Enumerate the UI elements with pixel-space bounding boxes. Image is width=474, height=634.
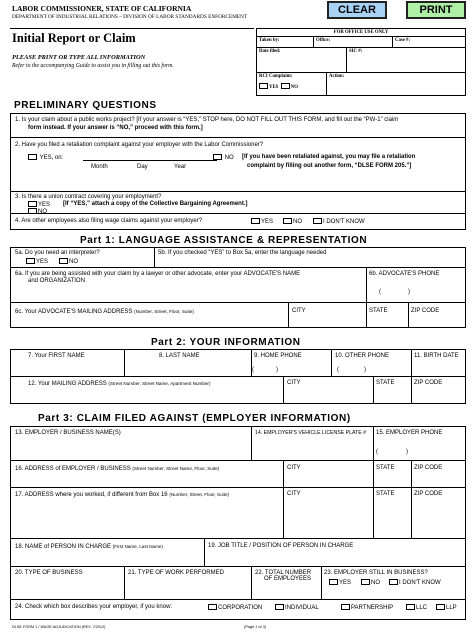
interpreter-no-checkbox[interactable] xyxy=(59,258,68,264)
agency-name: LABOR COMMISSIONER, STATE OF CALIFORNIA xyxy=(12,4,192,13)
your-zip-label: ZIP CODE xyxy=(414,380,443,386)
q2-row xyxy=(11,138,465,192)
q3-no-label: NO xyxy=(38,209,47,215)
worksite-city-label: CITY xyxy=(287,491,301,497)
q4-dont-know-checkbox[interactable] xyxy=(313,218,322,224)
field-6c-label xyxy=(15,308,194,316)
q4-yes-checkbox[interactable] xyxy=(251,218,260,224)
in-business-dont-know-checkbox[interactable] xyxy=(389,579,398,585)
rci-no-label: NO xyxy=(290,85,298,90)
field-6a-label-a: 6a. If you are being assisted with your claim by a lawyer or other advocate, enter your ADVOCATE'S NAME xyxy=(15,271,301,277)
form-subtitle: PLEASE PRINT OR TYPE ALL INFORMATION xyxy=(12,54,146,61)
field-11-label: 11. BIRTH DATE xyxy=(414,353,459,359)
preliminary-heading: PRELIMINARY QUESTIONS xyxy=(14,100,157,111)
clear-button[interactable]: CLEAR xyxy=(327,1,387,19)
rci-label: RCI Complaint: xyxy=(259,74,293,79)
q1-text-a: 1. Is your claim about a public works project? [If your answer is “YES,” STOP here, DO NOT FILL OUT THIS FORM, and fill out the “PW-1” claim xyxy=(15,117,399,123)
in-business-dont-know-label: I DON'T KNOW xyxy=(399,580,441,586)
in-business-yes-option[interactable] xyxy=(329,579,351,587)
divider xyxy=(283,488,284,539)
field-17-hint: (Number, Street, Floor, Suite) xyxy=(169,492,230,497)
part2-heading: Part 2: YOUR INFORMATION xyxy=(151,337,301,348)
field-22-label-a: 22. TOTAL NUMBER xyxy=(255,570,312,576)
entity-llc-option[interactable] xyxy=(406,604,427,612)
entity-individual-option[interactable] xyxy=(275,604,319,612)
q2-date-line[interactable] xyxy=(83,160,217,161)
print-button[interactable]: PRINT xyxy=(406,1,466,19)
q4-no-option[interactable] xyxy=(283,218,302,226)
your-state-label: STATE xyxy=(376,380,395,386)
divider xyxy=(283,377,284,404)
worksite-zip-label: ZIP CODE xyxy=(414,491,443,497)
q4-dont-know-option[interactable] xyxy=(313,218,365,226)
entity-individual-label: INDIVIDUAL xyxy=(285,605,319,611)
divider xyxy=(154,248,155,268)
row-6c xyxy=(11,303,465,328)
department-name: DEPARTMENT OF INDUSTRIAL RELATIONS – DIVISION OF LABOR STANDARDS ENFORCEMENT xyxy=(12,14,248,20)
office-label: Office: xyxy=(316,38,331,43)
taken-by-label: Taken by: xyxy=(259,38,280,43)
interpreter-yes-option[interactable] xyxy=(26,258,48,266)
row-20-23 xyxy=(11,567,465,600)
part1-heading: Part 1: LANGUAGE ASSISTANCE & REPRESENTATION xyxy=(80,235,368,246)
field-9-label: 9. HOME PHONE xyxy=(254,353,302,359)
q1-row xyxy=(11,114,465,138)
entity-partnership-label: PARTNERSHIP xyxy=(351,605,394,611)
field-20-label: 20. TYPE OF BUSINESS xyxy=(15,570,83,576)
divider xyxy=(251,427,252,461)
q2-month-label: Month xyxy=(91,164,108,170)
case-label: Case #: xyxy=(395,38,411,43)
case-field[interactable] xyxy=(393,37,466,48)
field-6c-text: 6c. Your ADVOCATE'S MAILING ADDRESS xyxy=(15,309,133,315)
divider xyxy=(411,488,412,539)
field-15-label: 15. EMPLOYER PHONE xyxy=(376,430,443,436)
part2-section xyxy=(10,349,466,404)
divider xyxy=(373,488,374,539)
q3-yes-checkbox[interactable] xyxy=(28,201,37,207)
date-filed-label: Date filed: xyxy=(259,49,281,54)
q4-no-label: NO xyxy=(293,219,302,225)
field-6a-label-b: and ORGANIZATION xyxy=(28,278,85,284)
row-24 xyxy=(11,600,465,620)
q1-text-b: form instead. If your answer is “NO,” proceed with this form.] xyxy=(28,125,203,131)
row-7-11 xyxy=(11,350,465,377)
field-17-text: 17. ADDRESS where you worked, if different from Box 16 xyxy=(15,492,168,498)
your-city-label: CITY xyxy=(287,380,301,386)
field-10-label: 10. OTHER PHONE xyxy=(335,353,390,359)
divider xyxy=(373,377,374,404)
entity-partnership-option[interactable] xyxy=(341,604,393,612)
entity-individual-checkbox[interactable] xyxy=(275,604,284,610)
divider xyxy=(408,303,409,328)
interpreter-no-option[interactable] xyxy=(59,258,78,266)
field-18-hint: (First Name, Last Name) xyxy=(112,544,163,549)
home-area-close: ) xyxy=(276,367,278,373)
rci-field xyxy=(257,73,327,95)
q2-note-a: [If you have been retaliated against, you may file a retaliation xyxy=(242,154,416,160)
interpreter-no-label: NO xyxy=(69,259,78,265)
entity-llc-label: LLC xyxy=(416,605,428,611)
entity-partnership-checkbox[interactable] xyxy=(341,604,350,610)
in-business-yes-checkbox[interactable] xyxy=(329,579,338,585)
in-business-no-option[interactable] xyxy=(361,579,380,587)
row-6ab xyxy=(11,268,465,303)
guide-note: Refer to the accompanying Guide to assist you in filling out this form. xyxy=(12,63,174,69)
action-field[interactable] xyxy=(327,73,466,95)
divider xyxy=(366,303,367,328)
field-19-label: 19. JOB TITLE / POSITION OF PERSON IN CHARGE xyxy=(208,543,354,549)
field-5a-label: 5a. Do you need an interpreter? xyxy=(15,250,100,256)
sic-label: SIC #: xyxy=(349,49,363,54)
rci-yes-label: YES xyxy=(269,85,279,90)
entity-llp-label: LLP xyxy=(446,605,457,611)
field-12-text: 12. Your MAILING ADDRESS xyxy=(28,381,107,387)
field-16-text: 16. ADDRESS of EMPLOYER / BUSINESS xyxy=(15,466,131,472)
divider xyxy=(411,377,412,404)
field-14-label: 14. EMPLOYER'S VEHICLE LICENSE PLATE # xyxy=(255,430,367,436)
q3-yes-label: YES xyxy=(38,202,51,208)
interpreter-yes-label: YES xyxy=(36,259,49,265)
advocate-zip-label: ZIP CODE xyxy=(411,308,440,314)
page-number: (Page 1 of 3) xyxy=(244,625,266,629)
divider xyxy=(124,567,125,600)
employer-state-label: STATE xyxy=(376,465,395,471)
q4-no-checkbox[interactable] xyxy=(283,218,292,224)
office-use-box xyxy=(256,28,466,96)
field-16-label xyxy=(15,465,219,473)
form-title: Initial Report or Claim xyxy=(12,31,136,45)
field-12-hint: (Street Number, Street Name, Apartment Number) xyxy=(108,381,211,386)
in-business-no-checkbox[interactable] xyxy=(361,579,370,585)
q4-text: 4. Are other employees also filing wage claims against your employer? xyxy=(15,218,203,224)
field-5b-label: 5b. If you checked “YES” to Box 5a, enter the language needed xyxy=(158,250,327,256)
part3-section xyxy=(10,426,466,620)
field-16-hint: (Street Number, Street Name, Floor, Suite) xyxy=(132,466,220,471)
q3-text: 3. Is there a union contract covering your employment? xyxy=(15,194,162,200)
field-23-label: 23. EMPLOYER STILL IN BUSINESS? xyxy=(324,570,428,576)
advocate-city-label: CITY xyxy=(292,308,306,314)
divider xyxy=(283,461,284,488)
q3-yes-note: [If “YES,” attach a copy of the Collective Bargaining Agreement.] xyxy=(63,201,248,207)
action-label: Action: xyxy=(329,74,345,79)
employer-city-label: CITY xyxy=(287,465,301,471)
taken-by-field[interactable] xyxy=(257,37,314,48)
q2-yes-checkbox[interactable] xyxy=(28,154,37,160)
other-area-close: ) xyxy=(364,367,366,373)
preliminary-section xyxy=(10,113,466,230)
area-code-open: ( xyxy=(379,289,381,295)
office-use-caption: FOR OFFICE USE ONLY xyxy=(257,29,465,37)
employer-area-close: ) xyxy=(406,449,408,455)
divider xyxy=(124,350,125,377)
q2-year-label: Year xyxy=(174,164,187,170)
q4-dont-know-label: I DON'T KNOW xyxy=(323,219,365,225)
entity-llp-option[interactable] xyxy=(436,604,457,612)
row-17 xyxy=(11,488,465,539)
field-7-label: 7. Your FIRST NAME xyxy=(28,353,85,359)
field-22-label-b: OF EMPLOYEES xyxy=(264,576,312,582)
home-area-open: ( xyxy=(252,367,254,373)
entity-corporation-checkbox[interactable] xyxy=(208,604,217,610)
form-id: DLSE FORM 1 / WAGE ADJUDICATION (REV. 7/2012) xyxy=(12,625,106,629)
date-filed-field[interactable] xyxy=(257,48,347,73)
row-18-19 xyxy=(11,539,465,567)
field-12-label xyxy=(28,380,211,388)
field-6c-hint: (Number, Street, Floor, Suite) xyxy=(134,309,194,314)
divider xyxy=(204,539,205,567)
row-12 xyxy=(11,377,465,404)
worksite-state-label: STATE xyxy=(376,491,395,497)
q2-text: 2. Have you filed a retaliation complaint against your employer with the Labor Commissioner? xyxy=(15,142,264,148)
field-24-label: 24. Check which box describes your employer, if you know: xyxy=(15,604,173,610)
in-business-dont-know-option[interactable] xyxy=(389,579,441,587)
row-5 xyxy=(11,248,465,268)
in-business-yes-label: YES xyxy=(339,580,352,586)
q2-day-label: Day xyxy=(137,164,148,170)
entity-corporation-option[interactable] xyxy=(208,604,262,612)
area-code-close: ) xyxy=(408,289,410,295)
q2-no-label: NO xyxy=(224,155,234,161)
divider xyxy=(251,567,252,600)
field-6b-label: 6b. ADVOCATE'S PHONE xyxy=(369,271,440,277)
sic-field[interactable] xyxy=(347,48,466,73)
employer-area-open: ( xyxy=(376,449,378,455)
field-21-label: 21. TYPE OF WORK PERFORMED xyxy=(128,570,224,576)
divider xyxy=(321,567,322,600)
q2-note-b: complaint by filling out another form, “DLSE FORM 205.”] xyxy=(247,163,412,169)
q4-row xyxy=(11,214,465,230)
entity-llp-checkbox[interactable] xyxy=(436,604,445,610)
q2-no-checkbox[interactable] xyxy=(213,154,222,160)
part3-heading: Part 3: CLAIM FILED AGAINST (EMPLOYER INFORMATION) xyxy=(38,413,351,424)
divider xyxy=(288,303,289,328)
entity-llc-checkbox[interactable] xyxy=(406,604,415,610)
divider xyxy=(366,268,367,303)
q2-yes-option[interactable] xyxy=(28,154,63,162)
advocate-state-label: STATE xyxy=(369,308,388,314)
divider xyxy=(373,427,374,461)
row-13-15 xyxy=(11,427,465,461)
field-13-label: 13. EMPLOYER / BUSINESS NAME(S) xyxy=(15,430,121,436)
divider xyxy=(331,350,332,377)
field-18-text: 18. NAME of PERSON IN CHARGE xyxy=(15,544,112,550)
q2-yes-label: YES, on: xyxy=(39,155,64,161)
interpreter-yes-checkbox[interactable] xyxy=(26,258,35,264)
in-business-no-label: NO xyxy=(371,580,380,586)
entity-corporation-label: CORPORATION xyxy=(218,605,263,611)
field-18-label xyxy=(15,543,163,551)
employer-zip-label: ZIP CODE xyxy=(414,465,443,471)
q4-yes-label: YES xyxy=(261,219,274,225)
field-17-label xyxy=(15,491,229,499)
divider xyxy=(411,461,412,488)
office-field[interactable] xyxy=(314,37,393,48)
q2-no-option[interactable] xyxy=(213,154,234,162)
q4-yes-option[interactable] xyxy=(251,218,273,226)
q3-row xyxy=(11,192,465,214)
part1-section xyxy=(10,247,466,328)
divider xyxy=(411,350,412,377)
field-8-label: 8. LAST NAME xyxy=(159,353,200,359)
rci-yes-checkbox[interactable] xyxy=(259,83,268,89)
divider xyxy=(373,461,374,488)
rci-no-checkbox[interactable] xyxy=(281,83,290,89)
row-16 xyxy=(11,461,465,488)
other-area-open: ( xyxy=(337,367,339,373)
